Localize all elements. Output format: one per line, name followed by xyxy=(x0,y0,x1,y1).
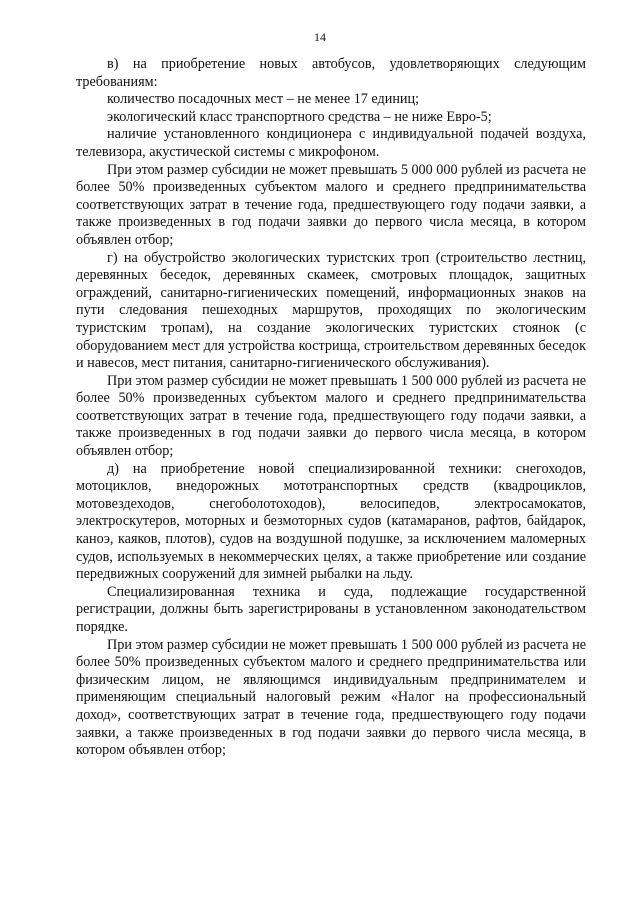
paragraph-special-vehicles: д) на приобретение новой специализированной техники: снегоходов, мотоциклов, внедорожных мототранспортных средств (квадроциклов, мотовездеходов, снегоболотоходов), велосипедов, электросамокатов, электроскутеров, моторных и безмоторных судов (катамаранов, рафтов, байдарок, каноэ, каяков, плотов), судов на воздушной подушке, за исключением маломерных судов, используемых в некоммерческих целях, а также приобретение или создание передвижных сооружений для зимней рыбалки на льду. xyxy=(76,460,586,583)
paragraph-subsidy-limit-vehicles: При этом размер субсидии не может превышать 1 500 000 рублей из расчета не более 50% произведенных субъектом малого и среднего предпринимательства или физическим лицом, не являющимся индивидуальным предпринимателем и применяющим специальный налоговый режим «Налог на профессиональный доход», соответствующих затрат в течение года, предшествующего году подачи заявки, а также произведенных в год подачи заявки до первого числа месяца, в котором объявлен отбор; xyxy=(76,636,586,759)
paragraph-registration: Специализированная техника и суда, подлежащие государственной регистрации, должны быть зарегистрированы в установленном законодательством порядке. xyxy=(76,583,586,635)
page-number: 14 xyxy=(314,30,326,44)
paragraph-buses: в) на приобретение новых автобусов, удовлетворяющих следующим требованиям: xyxy=(76,56,586,90)
paragraph-equipment-requirement: наличие установленного кондиционера с индивидуальной подачей воздуха, телевизора, акустической системы с микрофоном. xyxy=(76,126,586,160)
document-body xyxy=(76,56,586,760)
paragraph-eco-class-requirement: экологический класс транспортного средства – не ниже Евро-5; xyxy=(107,108,492,125)
paragraph-eco-trails: г) на обустройство экологических туристских троп (строительство лестниц, деревянных беседок, деревянных скамеек, смотровых площадок, защитных ограждений, санитарно-гигиенических помещений, информационных знаков на пути следования пешеходных маршрутов, проходящих по экологическим туристским тропам), на создание экологических туристских стоянок (с оборудованием мест для устройства кострища, строительством деревянных беседок и навесов, мест питания, санитарно-гигиенического обслуживания). xyxy=(76,249,586,372)
paragraph-subsidy-limit-trails: При этом размер субсидии не может превышать 1 500 000 рублей из расчета не более 50% произведенных субъектом малого и среднего предпринимательства соответствующих затрат в течение года, предшествующего году подачи заявки, а также произведенных в год подачи заявки до первого числа месяца, в котором объявлен отбор; xyxy=(76,372,586,460)
paragraph-subsidy-limit-buses: При этом размер субсидии не может превышать 5 000 000 рублей из расчета не более 50% произведенных субъектом малого и среднего предпринимательства соответствующих затрат в течение года, предшествующего году подачи заявки, а также произведенных в год подачи заявки до первого числа месяца, в котором объявлен отбор; xyxy=(76,161,586,248)
paragraph-seats-requirement: количество посадочных мест – не менее 17 единиц; xyxy=(107,91,420,108)
